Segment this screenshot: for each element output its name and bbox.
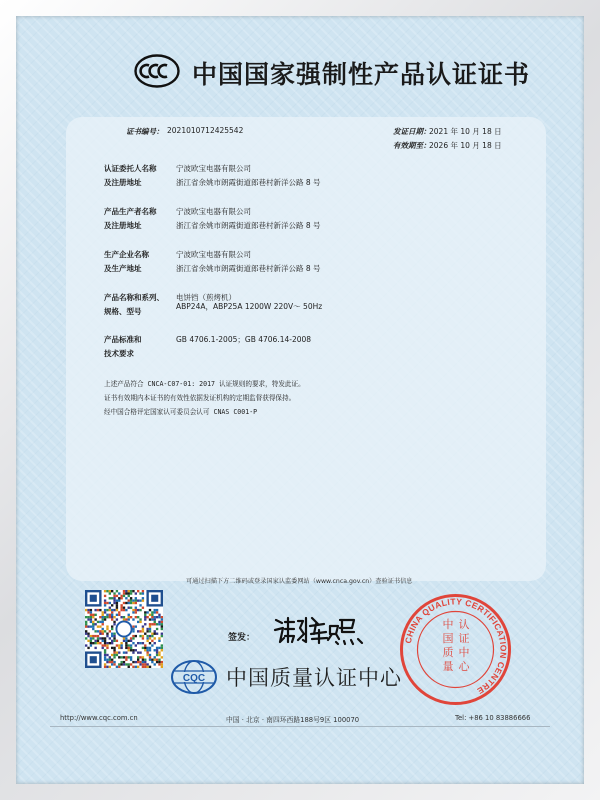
cert-number-label: 证书编号：	[126, 127, 164, 136]
field-value-product: 电饼铛（煎烤机）	[176, 293, 236, 302]
note-line-1: 上述产品符合 CNCA-C07-01: 2017 认证规则的要求，特发此证。	[104, 380, 305, 388]
issue-date-value: 2021 年 10 月 18 日	[429, 127, 502, 136]
qr-code[interactable]	[85, 590, 163, 668]
field-label-standard-req: 技术要求	[104, 349, 134, 358]
svg-text:CQC: CQC	[182, 673, 206, 684]
seal-character: 中	[458, 646, 470, 659]
verify-note: 可通过扫描下方二维码或登录国家认监委网站（www.cnca.gov.cn）查验证书信息	[186, 578, 413, 585]
field-value-manufacturer-address: 浙江省余姚市朗霞街道郎巷村新洋公路 8 号	[176, 221, 321, 230]
field-label-standard: 产品标准和	[104, 335, 142, 344]
signature-handwritten	[272, 612, 368, 646]
field-value-applicant: 宁波欧宝电器有限公司	[176, 164, 251, 173]
field-label-manufacturer: 产品生产者名称	[104, 207, 157, 216]
issue-date-label: 发证日期：	[393, 127, 431, 136]
field-label-applicant-address: 及注册地址	[104, 178, 142, 187]
field-value-factory-address: 浙江省余姚市朗霞街道郎巷村新洋公路 8 号	[176, 264, 321, 273]
field-label-product: 产品名称和系列、	[104, 293, 164, 302]
seal-character: 认	[458, 618, 470, 631]
field-label-manufacturer-address: 及注册地址	[104, 221, 142, 230]
seal-character: 量	[442, 660, 454, 673]
certificate-title: 中国国家强制性产品认证证书	[192, 60, 531, 89]
seal-character: 中	[442, 618, 454, 631]
svg-text:CHINA QUALITY CERTIFICATION CE: CHINA QUALITY CERTIFICATION CENTRE	[402, 596, 509, 697]
field-label-factory: 生产企业名称	[104, 250, 149, 259]
field-label-factory-address: 及生产地址	[104, 264, 142, 273]
seal-character: 证	[458, 632, 470, 645]
official-seal-icon	[398, 592, 513, 707]
seal-character: 心	[458, 660, 470, 673]
field-value-factory: 宁波欧宝电器有限公司	[176, 250, 251, 259]
field-label-product-model: 规格、型号	[104, 307, 142, 316]
field-value-product-model: ABP24A，ABP25A 1200W 220V～ 50Hz	[176, 302, 323, 311]
footer-address: 中国 · 北京 · 南四环西路188号9区 100070	[226, 716, 360, 724]
expiry-date-label: 有效期至：	[393, 141, 431, 150]
cert-number-value: 2021010712425542	[167, 126, 244, 135]
footer-url[interactable]: http://www.cqc.com.cn	[60, 714, 138, 722]
cqc-logo-icon	[170, 658, 218, 696]
note-line-2: 证书有效期内本证书的有效性依据发证机构的定期监督获得保持。	[104, 394, 296, 402]
field-value-applicant-address: 浙江省余姚市朗霞街道郎巷村新洋公路 8 号	[176, 178, 321, 187]
field-label-applicant: 认证委托人名称	[104, 164, 157, 173]
expiry-date-value: 2026 年 10 月 18 日	[429, 141, 502, 150]
field-value-manufacturer: 宁波欧宝电器有限公司	[176, 207, 251, 216]
footer-divider	[50, 726, 550, 727]
ccc-logo-icon	[134, 54, 180, 88]
signature-label: 签发：	[228, 633, 256, 643]
seal-character: 国	[442, 632, 454, 645]
note-line-3: 经中国合格评定国家认可委员会认可 CNAS C001-P	[104, 408, 258, 416]
seal-character: 质	[442, 646, 454, 659]
cqc-organization-name: 中国质量认证中心	[226, 666, 402, 690]
footer-tel: Tel: +86 10 83886666	[455, 714, 531, 722]
field-value-standard: GB 4706.1-2005；GB 4706.14-2008	[176, 335, 312, 344]
